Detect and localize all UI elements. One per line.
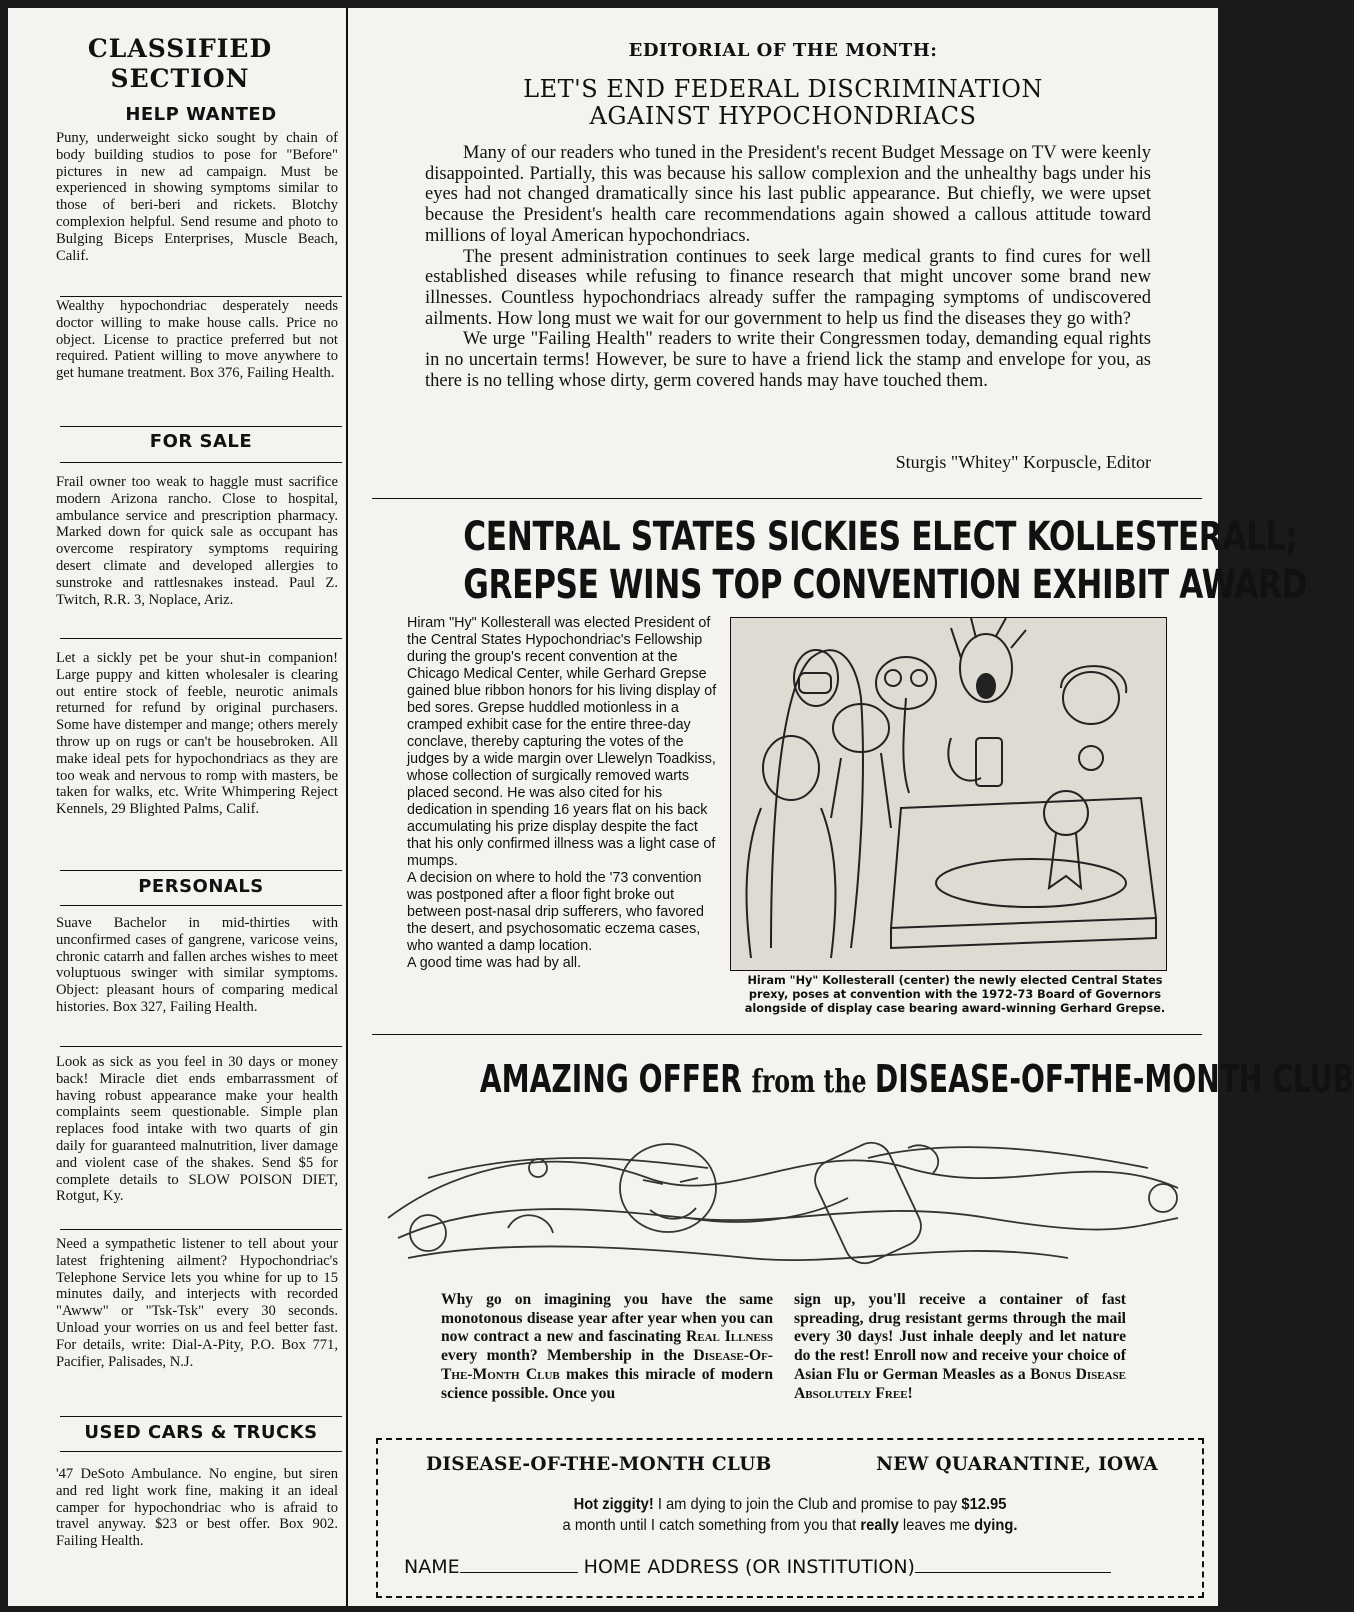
divider — [60, 1416, 342, 1417]
story-paragraph: A decision on where to hold the '73 convention was postponed after a floor fight broke out between post-nasal drip sufferers, who favored the desert, and psychosomatic eczema cases, who wanted a damp location. — [407, 870, 704, 954]
help-wanted-heading: HELP WANTED — [125, 104, 277, 125]
editorial-signature: Sturgis "Whitey" Korpuscle, Editor — [895, 452, 1151, 472]
classified-ad: Let a sickly pet be your shut-in companion! Large puppy and kitten wholesaler is clearing out entire stock of feeble, neurotic animals returned for refund by original purchasers. Some have distemper and mange; others merely throw up on rugs or can't be housebroken. All make ideal pets for hypochondriacs as they are too weak and nervous to romp with masters, be taken for walks, etc. Write Whimpering Reject Kennels, 29 Blighted Palms, Calif. — [56, 650, 338, 818]
editorial-kicker: EDITORIAL OF THE MONTH: — [628, 40, 938, 61]
offer-illustration — [388, 1118, 1188, 1278]
divider — [60, 462, 342, 463]
divider — [60, 870, 342, 871]
classified-ad: Wealthy hypochondriac desperately needs doctor willing to make house calls. Price no object. License to practice preferred but not required. Patient willing to move anywhere to get humane treatment. Box 376, Failing Health. — [56, 298, 338, 382]
address-field[interactable] — [915, 1554, 1111, 1573]
editorial-paragraph: The present administration continues to seek large medical grants to find cures for well established diseases while refusing to finance research that might uncover some brand new illnesses. Countless hypochondriacs already suffer the rampaging symptoms of undiscovered ailments. How long must we wait for our government to help us find the diseases they go with? — [425, 246, 1151, 329]
divider — [60, 638, 342, 639]
divider — [60, 426, 342, 427]
coupon-form — [404, 1554, 1184, 1578]
for-sale-heading: FOR SALE — [149, 431, 253, 452]
divider — [60, 1451, 342, 1452]
divider — [60, 1229, 342, 1230]
classified-ad: '47 DeSoto Ambulance. No engine, but siren and red light work fine, making it an ideal camper for hypochondriac who is afraid to travel anyway. $23 or best offer. Box 902. Failing Health. — [56, 1466, 338, 1550]
convention-cartoon-drawing — [731, 618, 1166, 970]
illustration-caption: Hiram "Hy" Kollesterall (center) the newly elected Central States prexy, poses at convention with the 1972-73 Board of Governors alongside of display case bearing award-winning Gerhard Grepse. — [744, 974, 1166, 1015]
classified-ad: Need a sympathetic listener to tell about your latest frightening ailment? Hypochondriac's Telephone Service lets you whine for up to 15 minutes daily, and interjects with recorded "Awww" or "Tsk-Tsk" every 30 seconds. Unload your worries on us and feel better fast. For details, write: Dial-A-Pity, P.O. Box 771, Pacifier, Palisades, N.J. — [56, 1236, 338, 1370]
divider — [60, 1046, 342, 1047]
classified-title: CLASSIFIED SECTION — [87, 34, 273, 93]
convention-headline: CENTRAL STATES SICKIES ELECT KOLLESTERALL; GREPSE WINS TOP CONVENTION EXHIBIT AWARD — [463, 514, 1308, 608]
convention-illustration — [730, 617, 1167, 971]
classified-ad: Look as sick as you feel in 30 days or money back! Miracle diet ends embarrassment of having robust appearance make your health complaints seem questionable. Simple plan replaces food intake with two quarts of gin daily for guaranteed malnutrition, liver damage and violent case of the shakes. Send $5 for complete details to SLOW POISON DIET, Rotgut, Ky. — [56, 1054, 338, 1205]
used-cars-heading: USED CARS & TRUCKS — [84, 1422, 318, 1443]
classified-column — [8, 8, 348, 1606]
coupon-location: NEW QUARANTINE, IOWA — [876, 1454, 1158, 1475]
coupon-pledge-line1: Hot ziggity! I am dying to join the Club and promise to pay $12.95 — [573, 1496, 1007, 1513]
membership-coupon[interactable] — [376, 1438, 1204, 1598]
offer-headline: AMAZING OFFER from the DISEASE-OF-THE-MONTH CLUB — [479, 1057, 1354, 1101]
coupon-pledge-line2: a month until I catch something from you that really leaves me dying. — [562, 1517, 1018, 1534]
story-paragraph: A good time was had by all. — [407, 955, 582, 971]
classified-ad: Suave Bachelor in mid-thirties with unconfirmed cases of gangrene, varicose veins, chronic catarrh and fallen arches wishes to meet voluptuous swinger with similar symptoms. Object: pleasant hours of comparing medical histories. Box 327, Failing Health. — [56, 915, 338, 1015]
magazine-page — [8, 8, 1354, 1606]
editorial-paragraph: Many of our readers who tuned in the President's recent Budget Message on TV were keenly disappointed. Partially, this was because his sallow complexion and the unhealthy bags under his eyes had not changed dramatically since his last public appearance. But chiefly, we were upset because the President's health care recommendations again showed a callous attitude toward millions of loyal American hypochondriacs. — [425, 143, 1151, 246]
section-rule — [372, 1034, 1202, 1035]
divider — [60, 296, 342, 297]
personals-heading: PERSONALS — [138, 876, 264, 897]
germ-cloud-drawing — [388, 1118, 1188, 1278]
classified-ad: Puny, underweight sicko sought by chain of body building studios to pose for "Before" pictures in new ad campaign. Must be experienced in showing symptoms similar to those of beri-beri and rickets. Blotchy complexion helpful. Send resume and photo to Bulging Biceps Enterprises, Muscle Beach, Calif. — [56, 130, 338, 264]
offer-text-right: sign up, you'll receive a container of fast spreading, drug resistant germs through the mail every 30 days! Just inhale deeply and let nature do the rest! Enroll now and receive your choice of Asian Flu or German Measles as a Bonus Disease Absolutely Free! — [794, 1291, 1126, 1402]
coupon-club-name: DISEASE-OF-THE-MONTH CLUB — [426, 1454, 772, 1475]
editorial-title: LET'S END FEDERAL DISCRIMINATION AGAINST HYPOCHONDRIACS — [523, 75, 1043, 130]
section-rule — [372, 498, 1202, 499]
address-label: HOME ADDRESS (OR INSTITUTION) — [583, 1556, 915, 1578]
offer-text-left: Why go on imagining you have the same monotonous disease year after year when you can now contract a new and fascinating Real Illness every month? Membership in the Disease-Of-The-Month Club makes this miracle of modern science possible. Once you — [441, 1291, 773, 1402]
name-label: NAME — [404, 1556, 460, 1578]
story-paragraph: Hiram "Hy" Kollesterall was elected President of the Central States Hypochondriac's Fellowship during the group's recent convention at the Chicago Medical Center, while Gerhard Grepse gained blue ribbon honors for his living display of bed sores. Grepse huddled motionless in a cramped exhibit case for the entire three-day conclave, thereby capturing the votes of the judges by a wide margin over Llewelyn Toadkiss, whose collection of surgically removed warts placed second. He was also cited for his dedication in spending 16 years flat on his back accumulating his prize display despite the fact that his only confirmed illness was a light case of mumps. — [407, 615, 717, 869]
convention-story — [407, 615, 717, 972]
classified-ad: Frail owner too weak to haggle must sacrifice modern Arizona rancho. Close to hospital, ambulance service and prescription pharmacy. Marked down for quick sale as occupant has overcome respiratory symptoms requiring desert climate and developed allergies to sunstroke and rattlesnakes instead. Paul Z. Twitch, R.R. 3, Noplace, Ariz. — [56, 474, 338, 608]
divider — [60, 905, 342, 906]
editorial-paragraph: We urge "Failing Health" readers to write their Congressmen today, demanding equal rights in no uncertain terms! However, be sure to have a friend lick the stamp and envelope for you, as there is no telling whose dirty, germ covered hands may have touched them. — [425, 329, 1151, 391]
name-field[interactable] — [460, 1554, 578, 1573]
editorial-body — [425, 143, 1151, 391]
